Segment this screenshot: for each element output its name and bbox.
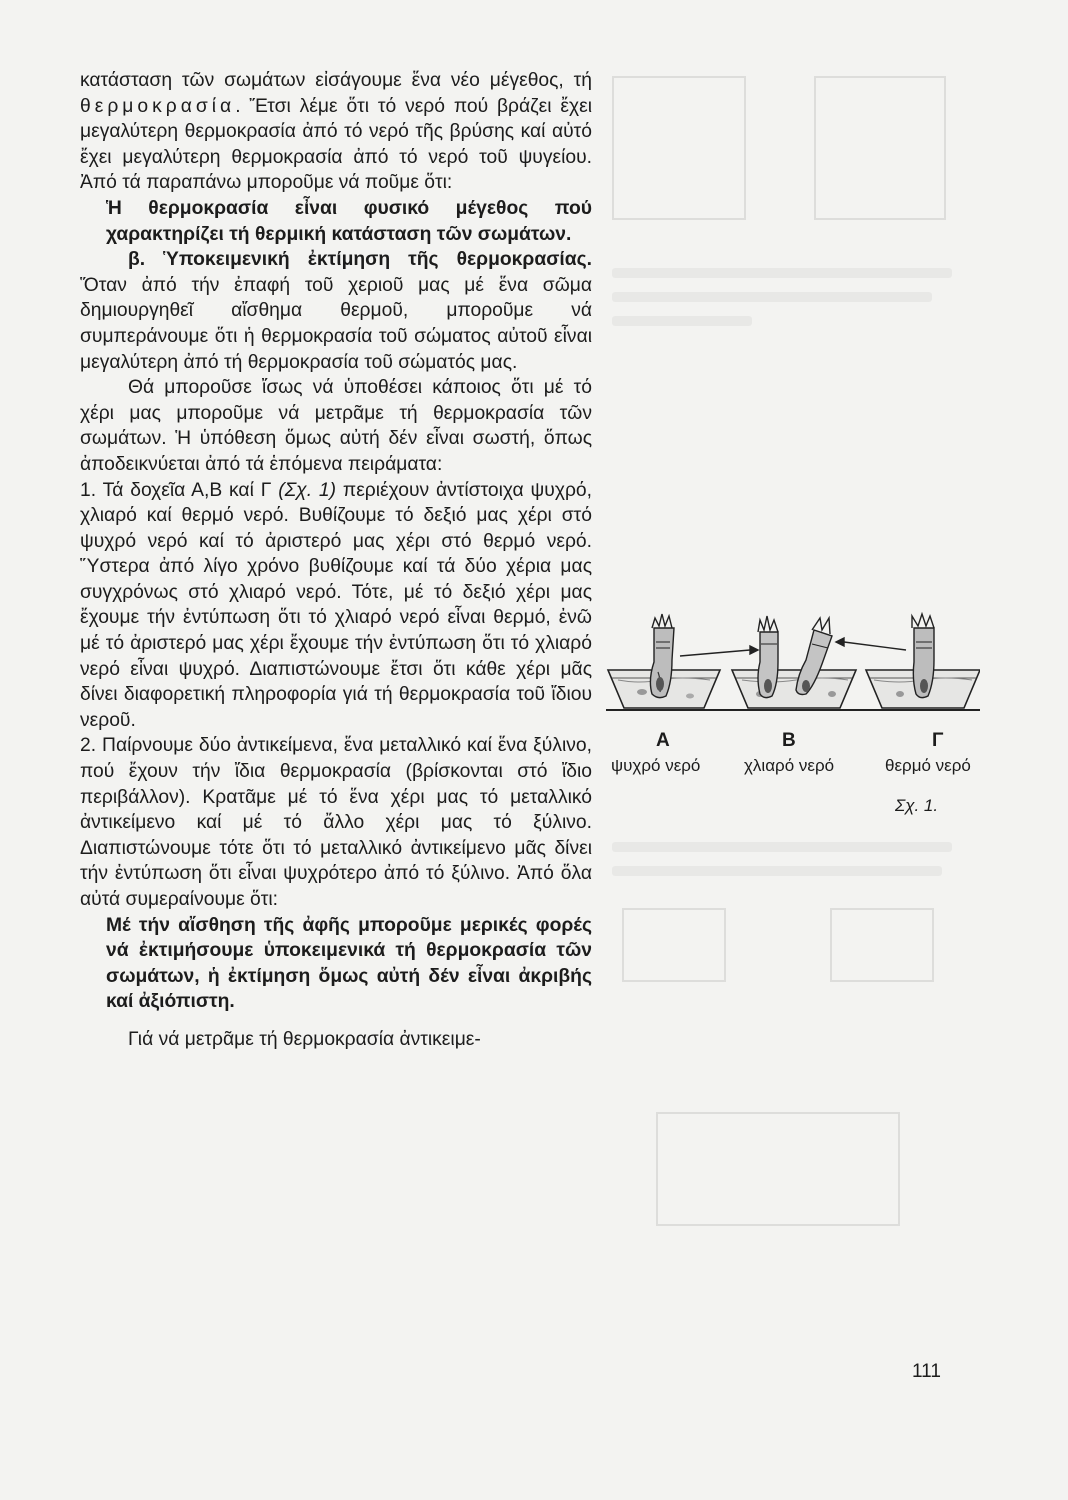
experiment-2-paragraph: 2. Παίρνουμε δύο ἀντικείμενα, ἕνα μεταλλικό καί ἕνα ξύλινο, πού ἔχουν τήν ἴδια θερμοκρασία (βρίσκονται στό ἴδιο περιβάλλον). Κρατᾶμε μέ τό ἕνα χέρι μας τό μεταλλικό ἀντικείμενο καί μέ τό ἄλλο χέρι μας τό ξύλινο. Διαπιστώνουμε τότε ὅτι τό μεταλλικό ἀντικείμενο μᾶς δίνει τήν ἐντύπωση ὅτι εἶναι ψυχρότερο ἀπό τό ξύλινο. Ἀπό ὅλα αὐτά συμεραίνουμε ὅτι: — [80, 735, 592, 910]
arrow-left-hand-to-b — [836, 638, 906, 650]
basin-b-label: Β — [782, 730, 796, 751]
temperature-definition: Ἡ θερμοκρασία εἶναι φυσικό μέγεθος πού χαρακτηρίζει τή θερμική κατάσταση τῶν σωμάτων. — [106, 197, 592, 245]
basin-a-label: Α — [656, 730, 670, 751]
ghost-line — [612, 842, 952, 852]
hand-in-basin-c — [912, 614, 934, 698]
arrow-right-hand-to-b — [680, 646, 758, 656]
basin-b — [732, 670, 856, 708]
ghost-diagram-right — [814, 76, 946, 220]
conclusion-statement: Μέ τήν αἴσθηση τῆς ἀφῆς μποροῦμε μερικές φορές νά ἐκτιμήσουμε ὑποκειμενικά τή θερμοκρασία τῶν σωμάτων, ἡ ἐκτίμηση ὅμως αὐτή δέν εἶναι ἀκριβής καί ἀξιόπιστη. — [106, 914, 592, 1013]
basin-c-label: Γ — [932, 730, 944, 751]
basin-b-caption: χλιαρό νερό — [744, 756, 835, 775]
temperature-term: θερμοκρασία — [80, 95, 236, 117]
ghost-box — [622, 908, 726, 982]
figure-1-three-basins — [600, 610, 980, 820]
basin-c-caption: θερμό νερό — [885, 756, 971, 775]
intro-paragraph: κατάσταση τῶν σωμάτων εἰσάγουμε ἕνα νέο μέγεθος, τή θερμοκρασία. Ἔτσι λέμε ὅτι τό νερό πού βράζει ἔχει μεγαλύτερη θερμοκρασία ἀπό τό νερό τῆς βρύσης καί αὐτό ἔχει μεγαλύτερη θερμοκρασία ἀπό τό νερό τοῦ ψυγείου. Ἀπό τά παραπάνω μποροῦμε νά ποῦμε ὅτι: — [80, 70, 592, 194]
basin-a-caption: ψυχρό νερό — [611, 756, 701, 775]
ghost-line — [612, 268, 952, 278]
ghost-box — [830, 908, 934, 982]
figure-reference: (Σχ. 1) — [278, 479, 337, 501]
ghost-diagram-left — [612, 76, 746, 220]
ghost-line — [612, 292, 932, 302]
closing-paragraph: Γιά νά μετρᾶμε τή θερμοκρασία ἀντικειμε- — [128, 1028, 481, 1050]
ghost-table — [656, 1112, 900, 1226]
subjective-estimation-paragraph: β. Ὑποκειμενική ἐκτίμηση τῆς θερμοκρασίας. Ὅταν ἀπό τήν ἐπαφή τοῦ χεριοῦ μας μέ ἕνα σῶμα δημιουργηθεῖ αἴσθημα θερμοῦ, μποροῦμε νά συμπεράνουμε ὅτι ἡ θερμοκρασία τοῦ σώματος αὐτοῦ εἶναι μεγαλύτερη ἀπό τή θερμοκρασία τοῦ σώματός μας. — [80, 249, 592, 373]
main-text-column — [80, 68, 592, 1053]
hypothesis-paragraph: Θά μποροῦσε ἴσως νά ὑποθέσει κάποιος ὅτι μέ τό χέρι μας μποροῦμε νά μετρᾶμε τή θερμοκρασία τῶν σωμάτων. Ἡ ὑπόθεση ὅμως αὐτή δέν εἶναι σωστή, ὅπως ἀποδεικνύεται ἀπό τά ἑπόμενα πειράματα: — [80, 377, 592, 475]
experiment-1-paragraph: 1. Τά δοχεῖα Α,Β καί Γ (Σχ. 1) περιέχουν ἀντίστοιχα ψυχρό, χλιαρό καί θερμό νερό. Βυθίζουμε τό δεξιό μας χέρι στό ψυχρό νερό καί τό ἀριστερό μας χέρι στό θερμό νερό. Ὕστερα ἀπό λίγο χρόνο βυθίζουμε καί τά δύο χέρια μας συγχρόνως στό χλιαρό νερό. Τότε, μέ τό δεξιό χέρι μας ἔχουμε τήν ἐντύπωση ὅτι τό χλιαρό νερό εἶναι θερμό, ἐνῶ μέ τό ἀριστερό μας χέρι ἔχουμε τήν ἐντύπωση ὅτι τό χλιαρό νερό εἶναι ψυχρό. Διαπιστώνουμε ἔτσι ὅτι κάθε χέρι μᾶς δίνει διαφορετική πληροφορία γιά τή θερμοκρασία τοῦ ἴδιου νεροῦ. — [80, 479, 592, 731]
ghost-line — [612, 316, 752, 326]
section-heading-b: β. Ὑποκειμενική ἐκτίμηση τῆς θερμοκρασίας. — [128, 249, 592, 271]
page-number: 111 — [912, 1361, 941, 1382]
figure-caption: Σχ. 1. — [895, 796, 939, 815]
ghost-line — [612, 866, 942, 876]
